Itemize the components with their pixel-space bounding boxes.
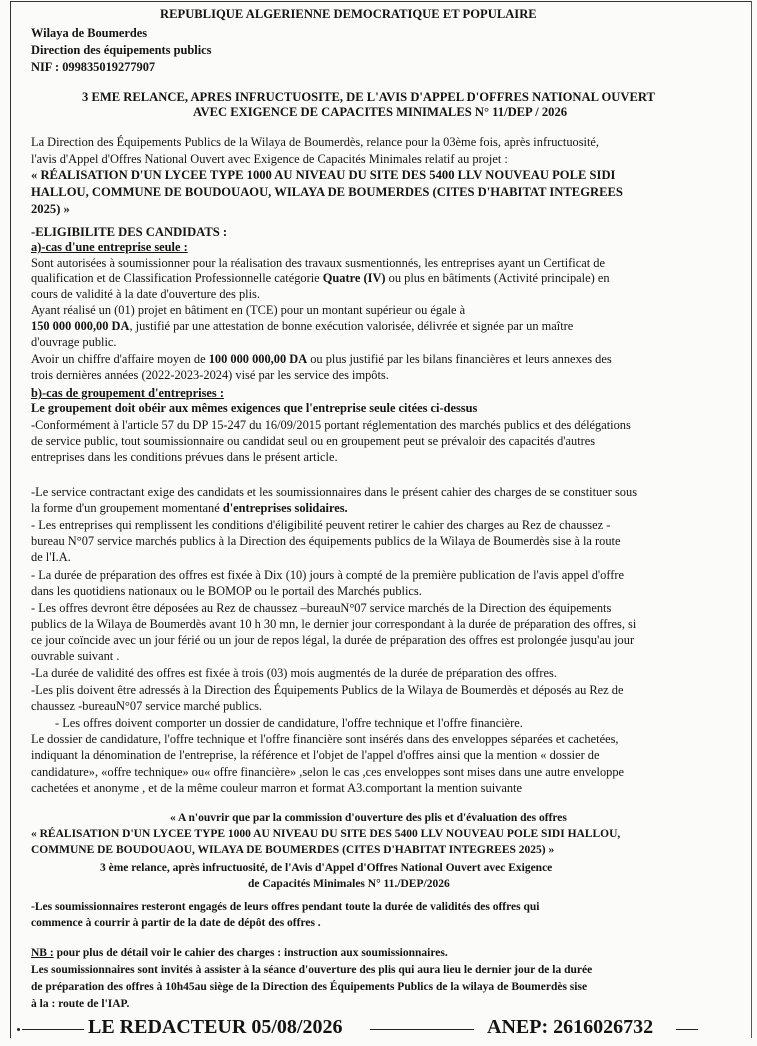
grouping-line1: Le groupement doit obéir aux mêmes exigences que l'entreprise seule citées ci-dessus xyxy=(31,401,478,415)
turnover-amount: 100 000 000,00 DA xyxy=(208,352,308,366)
mention-line4: 3 ème relance, après infructuosité, de l'Avis d'Appel d'Offres National Ouvert avec Exigence xyxy=(100,862,553,874)
condition7: - Les offres doivent comporter un dossier de candidature, l'offre technique et l'offre financière. xyxy=(55,716,523,730)
single-company-line8: trois dernières années (2022-2023-2024) visé par les service des impôts. xyxy=(31,368,389,382)
mention-line2: « RÉALISATION D'UN LYCEE TYPE 1000 AU NIVEAU DU SITE DES 5400 LLV NOUVEAU POLE SIDI HALLOU, xyxy=(31,828,621,840)
attestation-text: , justifié par une attestation de bonne exécution valorisée, délivrée et signée par un maître xyxy=(129,319,574,333)
nif-line: NIF : 099835019277907 xyxy=(31,60,156,74)
condition1-line1: -Le service contractant exige des candidats et les soumissionnaires dans le présent cahier des charges de se constituer sous xyxy=(31,485,638,499)
single-company-line5 xyxy=(31,319,573,333)
closing-line2: commence à courrir à partir de la date de dépôt des offres . xyxy=(31,917,321,929)
condition5: -La durée de validité des offres est fixée à trois (03) mois augmentés de la durée de préparation des offres. xyxy=(31,666,557,680)
single-company-line2 xyxy=(31,271,610,285)
footer-bullet xyxy=(17,1028,20,1031)
closing-line3: Les soumissionnaires sont invités à assister à la séance d'ouverture des plis qui aura lieu le dernier jour de la durée xyxy=(31,964,593,976)
condition2-line1: - Les entreprises qui remplissent les conditions d'éligibilité peuvent retirer le cahier des charges au Rez de chaussez - xyxy=(31,518,611,532)
condition8-line1: Le dossier de candidature, l'offre technique et l'offre financière sont insérés dans des enveloppes séparées et cachetées, xyxy=(31,732,619,746)
grouping-form-bold: d'entreprises solidaires. xyxy=(222,501,348,515)
project-line2: HALLOU, COMMUNE DE BOUDOUAOU, WILAYA DE BOUMERDES (CITES D'HABITAT INTEGREES xyxy=(31,185,623,199)
category-value: Quatre (IV) xyxy=(322,271,386,285)
nb-line xyxy=(31,946,448,960)
closing-line5: à la : route de l'IAP. xyxy=(31,998,130,1010)
turnover-text-end: ou plus justifié par les bilans financières et leurs annexes des xyxy=(307,352,612,366)
announcement-title-line2: AVEC EXIGENCE DE CAPACITES MINIMALES N° 11/DEP / 2026 xyxy=(193,105,568,119)
condition3-line2: dans les quotidiens nationaux ou le BOMOP ou le portail des Marchés publics. xyxy=(31,584,422,598)
intro-line1: La Direction des Équipements Publics de la Wilaya de Boumerdès, relance pour la 03ème fois, après infructuosité, xyxy=(31,135,600,149)
condition8-line4: cachetées et anonyme , et de la même couleur marron et format A3.comportant la mention suivante xyxy=(31,781,522,795)
condition4-line2: publics de la Wilaya de Boumerdès avant 10 h 30 mn, le dernier jour correspondant à la durée de préparation des offres, si xyxy=(31,617,637,631)
eligibility-heading: -ELIGIBILITE DES CANDIDATS : xyxy=(31,225,228,239)
closing-line4: de préparation des offres à 10h45au siège de la Direction des Équipements Publics de la wilaya de Boumerdès sise xyxy=(31,981,588,993)
grouping-form-text: la forme d'un groupement momentané xyxy=(31,501,223,515)
project-line1: « RÉALISATION D'UN LYCEE TYPE 1000 AU NIVEAU DU SITE DES 5400 LLV NOUVEAU POLE SIDI xyxy=(31,168,616,182)
condition4-line4: ouvrable suivant . xyxy=(31,649,120,663)
condition1-line2 xyxy=(31,501,348,515)
wilaya-line: Wilaya de Boumerdes xyxy=(31,26,148,40)
single-company-line3: cours de validité à la date d'ouverture des plis. xyxy=(31,287,260,301)
category-text: qualification et de Classification Professionnelle catégorie xyxy=(31,271,323,285)
condition3-line1: - La durée de préparation des offres est fixée à Dix (10) jours à compté de la première publication de l'avis appel d'offre xyxy=(31,568,625,582)
nb-label: NB : xyxy=(31,947,54,959)
grouping-heading: b)-cas de groupement d'entreprises : xyxy=(31,386,224,400)
project-line3: 2025) » xyxy=(31,202,70,216)
category-text-end: ou plus en bâtiments (Activité principale) en xyxy=(385,271,610,285)
single-company-line7 xyxy=(31,352,612,366)
single-company-line6: d'ouvrage public. xyxy=(31,335,117,349)
condition2-line3: de l'I.A. xyxy=(31,550,71,564)
footer-rule-right xyxy=(676,1029,698,1030)
mention-line3: COMMUNE DE BOUDOUAOU, WILAYA DE BOUMERDES (CITES D'HABITAT INTEGREES 2025) » xyxy=(31,844,555,856)
intro-line2: l'avis d'Appel d'Offres National Ouvert avec Exigence de Capacités Minimales relatif au projet : xyxy=(31,152,508,166)
redacteur-signature: LE REDACTEUR 05/08/2026 xyxy=(88,1016,343,1038)
direction-line: Direction des équipements publics xyxy=(31,43,212,57)
condition6-line2: chaussez -bureauN°07 service marché publics. xyxy=(31,699,262,713)
anep-reference: ANEP: 2616026732 xyxy=(487,1016,654,1038)
closing-line1: -Les soumissionnaires resteront engagés de leurs offres pendant toute la durée de validités des offres qui xyxy=(31,901,540,913)
condition6-line1: -Les plis doivent être adressés à la Direction des Équipements Publics de la Wilaya de Boumerdès et déposés au Rez de xyxy=(31,683,624,697)
condition8-line3: candidature», «offre technique» ou« offre financière» ,selon le cas ,ces enveloppes sont mises dans une autre enveloppe xyxy=(31,765,625,779)
single-company-line1: Sont autorisées à soumissionner pour la réalisation des travaux susmentionnés, les entreprises ayant un Certificat de xyxy=(31,256,605,270)
condition8-line2: indiquant la dénomination de l'entreprise, la référence et l'objet de l'appel d'offres ainsi que la mention « dossier de xyxy=(31,748,600,762)
mention-line1: « A n'ouvrir que par la commission d'ouverture des plis et d'évaluation des offres xyxy=(170,812,567,824)
condition4-line1: - Les offres devront être déposées au Rez de chaussez –bureauN°07 service marchés de la Direction des équipements xyxy=(31,601,612,615)
nb-text: pour plus de détail voir le cahier des charges : instruction aux soumissionnaires. xyxy=(53,947,448,959)
republic-heading: REPUBLIQUE ALGERIENNE DEMOCRATIQUE ET POPULAIRE xyxy=(160,7,537,21)
footer-rule-middle xyxy=(370,1029,474,1030)
footer-rule-left xyxy=(22,1029,84,1030)
grouping-line2: -Conformément à l'article 57 du DP 15-247 du 16/09/2015 portant réglementation des marchés publics et des délégations xyxy=(31,418,631,432)
project-amount: 150 000 000,00 DA xyxy=(31,319,130,333)
mention-line5: de Capacités Minimales N° 11./DEP/2026 xyxy=(248,878,450,890)
announcement-title-line1: 3 EME RELANCE, APRES INFRUCTUOSITE, DE L'AVIS D'APPEL D'OFFRES NATIONAL OUVERT xyxy=(82,90,655,104)
condition2-line2: bureau N°07 service marchés publics à la Direction des équipements publics de la Wilaya de Boumerdès sise à la route xyxy=(31,534,621,548)
single-company-line4: Ayant réalisé un (01) projet en bâtiment en (TCE) pour un montant supérieur ou égale à xyxy=(31,303,466,317)
grouping-line3: de service public, tout soumissionnaire ou candidat seul ou en groupement peut se prévaloir des capacités d'autres xyxy=(31,434,596,448)
turnover-text: Avoir un chiffre d'affaire moyen de xyxy=(31,352,209,366)
single-company-heading: a)-cas d'une entreprise seule : xyxy=(31,240,188,254)
grouping-line4: entreprises dans les conditions prévues dans le présent article. xyxy=(31,450,338,464)
condition4-line3: ce jour coïncide avec un jour férié ou un jour de repos légal, la durée de préparation des offres est prolongée jusqu'au jour xyxy=(31,633,635,647)
